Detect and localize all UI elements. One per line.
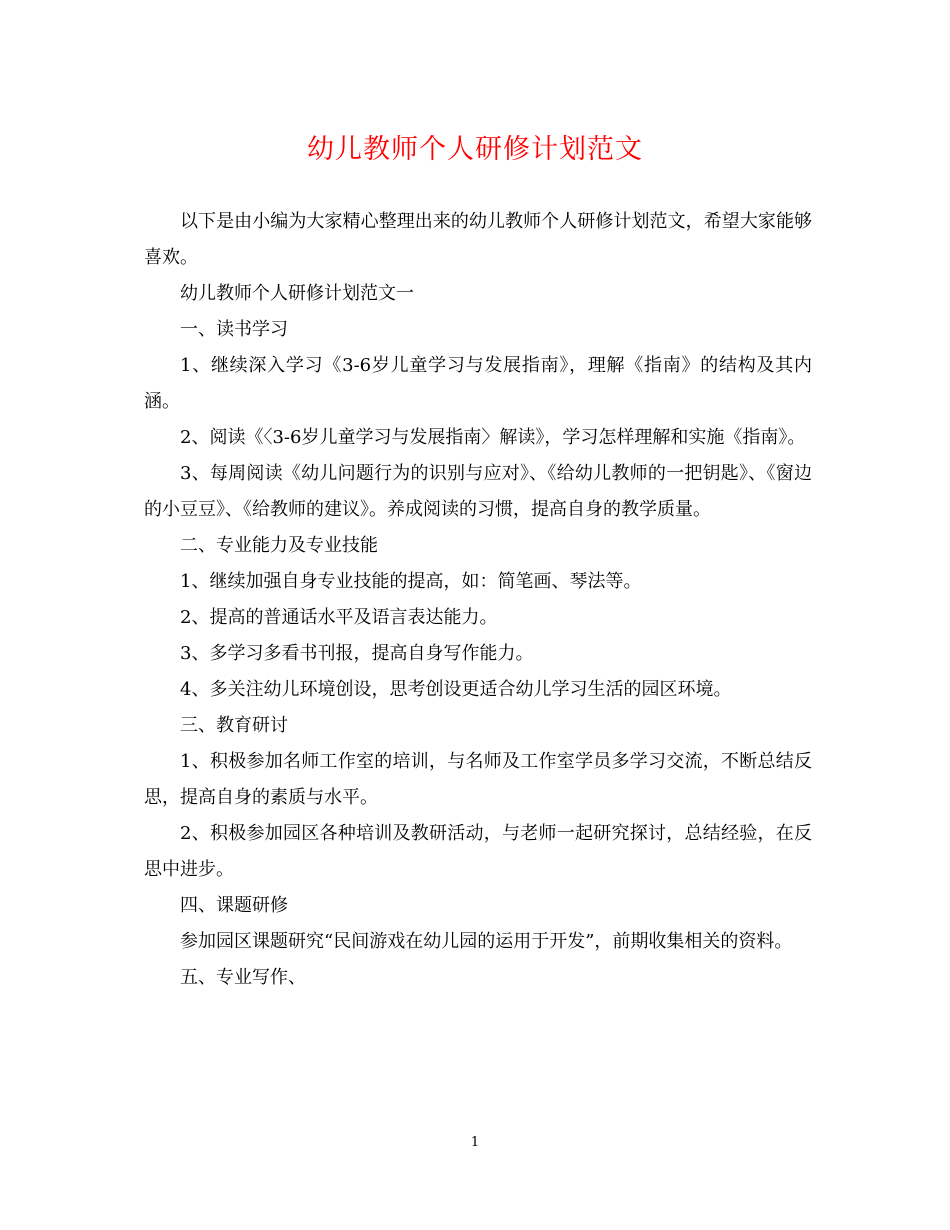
research-item-2: 2、积极参加园区各种培训及教研活动，与老师一起研究探讨，总结经验，在反思中进步。 [144, 823, 812, 880]
document-title: 幼儿教师个人研修计划范文 [307, 134, 643, 165]
reading-item-3: 3、每周阅读《幼儿问题行为的识别与应对》、《给幼儿教师的一把钥匙》、《窗边的小豆豆》、《给教师的建议》。养成阅读的习惯，提高自身的教学质量。 [144, 463, 812, 520]
section-heading-writing: 五、专业写作、 [180, 967, 306, 988]
project-paragraph: 参加园区课题研究“民间游戏在幼儿园的运用于开发”，前期收集相关的资料。 [180, 931, 793, 952]
skills-item-3: 3、多学习多看书刊报，提高自身写作能力。 [180, 643, 534, 664]
research-item-1: 1、积极参加名师工作室的培训，与名师及工作室学员多学习交流，不断总结反思，提高自身的素质与水平。 [144, 751, 812, 808]
section-heading-skills: 二、专业能力及专业技能 [180, 535, 378, 556]
intro-paragraph: 以下是由小编为大家精心整理出来的幼儿教师个人研修计划范文，希望大家能够喜欢。 [144, 211, 812, 268]
reading-item-1: 1、继续深入学习《3-6岁儿童学习与发展指南》，理解《指南》的结构及其内涵。 [144, 355, 812, 412]
skills-item-2: 2、提高的普通话水平及语言表达能力。 [180, 607, 498, 628]
section-heading-research: 三、教育研讨 [180, 715, 288, 736]
page-number: 1 [470, 1135, 480, 1150]
document-body [144, 204, 812, 996]
subtitle-paragraph: 幼儿教师个人研修计划范文一 [180, 283, 414, 304]
section-heading-project: 四、课题研修 [180, 895, 288, 916]
skills-item-1: 1、继续加强自身专业技能的提高，如：简笔画、琴法等。 [180, 571, 642, 592]
skills-item-4: 4、多关注幼儿环境创设，思考创设更适合幼儿学习生活的园区环境。 [180, 679, 732, 700]
reading-item-2: 2、阅读《〈3-6岁儿童学习与发展指南〉解读》，学习怎样理解和实施《指南》。 [180, 427, 806, 448]
section-heading-reading: 一、读书学习 [180, 319, 288, 340]
